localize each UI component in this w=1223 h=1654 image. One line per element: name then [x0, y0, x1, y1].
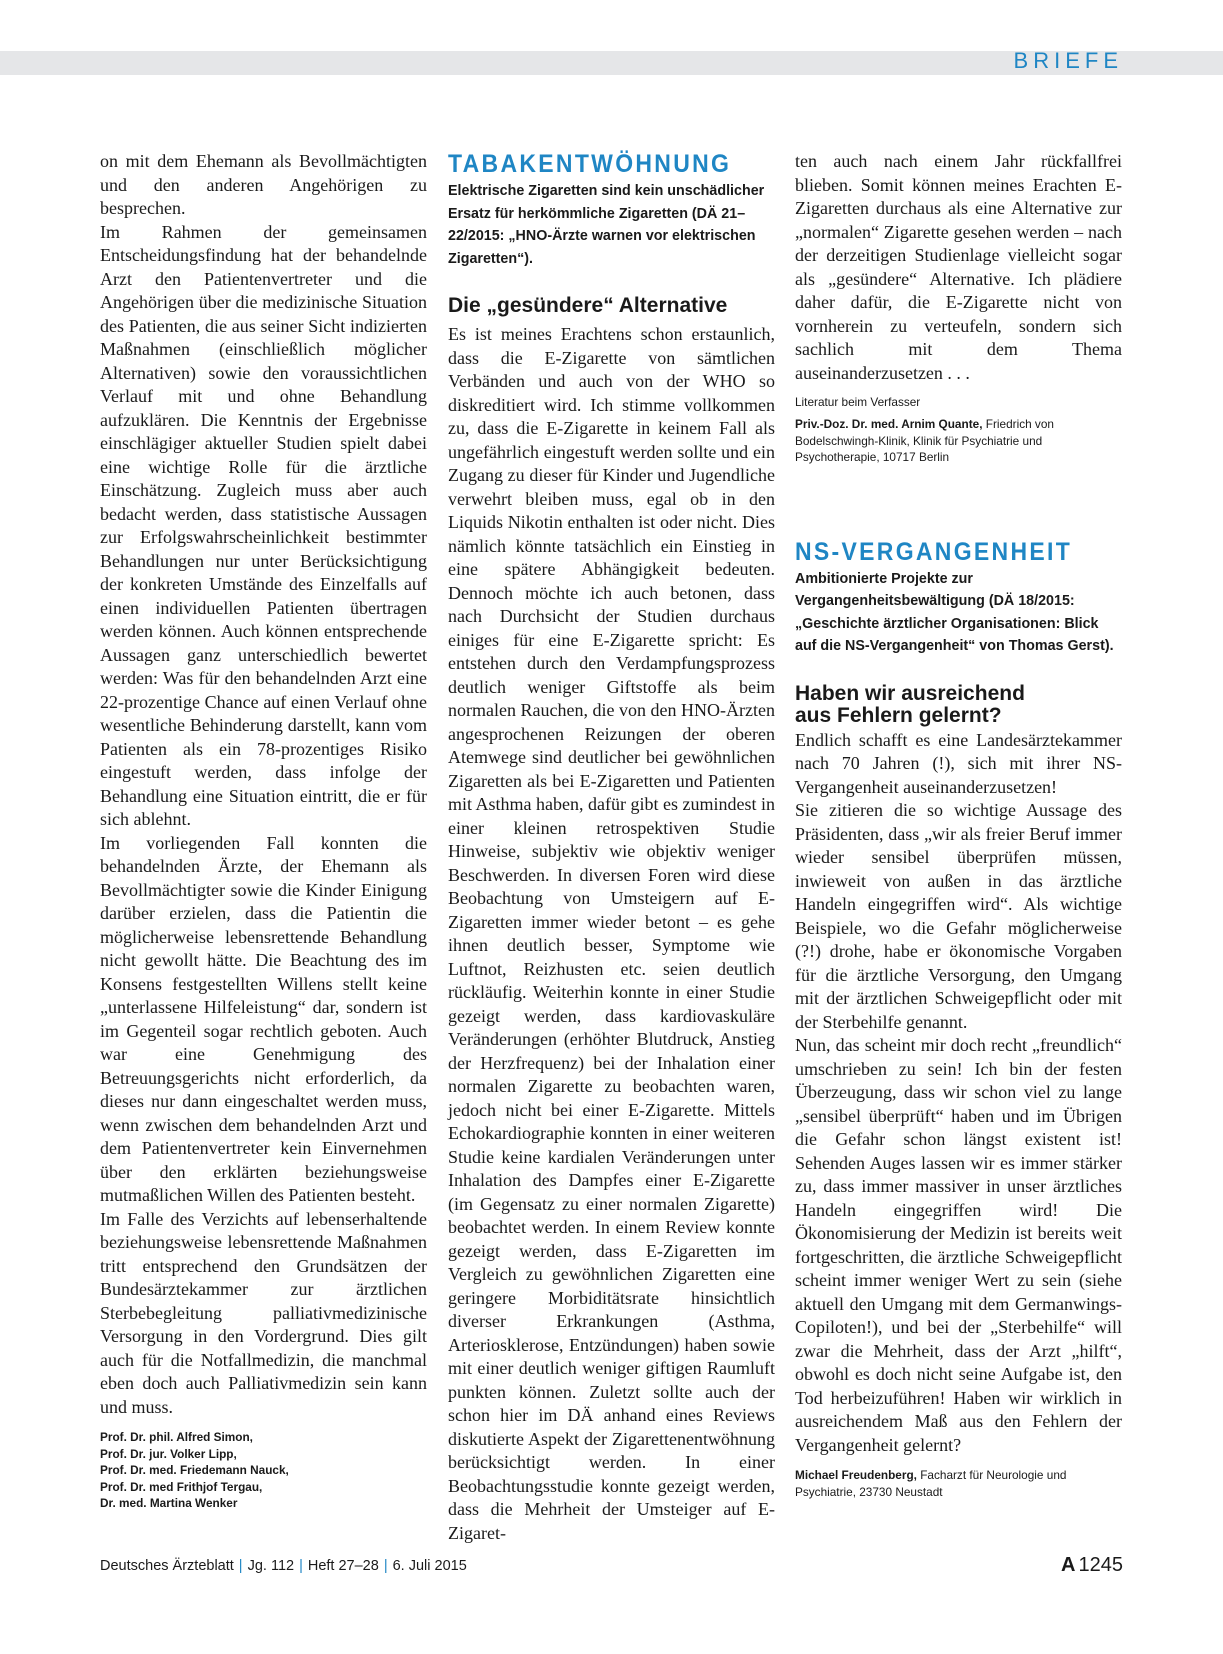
col1-paragraph: Im Falle des Verzichts auf lebenserhaltende beziehungsweise lebensrettende Maßnahmen tritt entsprechend den Grundsätzen der Bundesärztekammer zur ärztlichen Sterbebegleitung palliativmedizinische Versorgung in den Vordergrund. Dies gilt auch für die Notfallmedizin, die manchmal eben doch auch Palliativmedizin sein kann und muss.	[100, 1208, 427, 1417]
col3-body	[795, 729, 1122, 1458]
footer-separator: |	[238, 1558, 243, 1574]
footer-separator: |	[299, 1558, 303, 1574]
author-name: Prof. Dr. jur. Volker Lipp,	[100, 1446, 237, 1461]
column-1	[100, 150, 427, 1512]
col1-paragraph: Im vorliegenden Fall konnten die behandelnden Ärzte, der Ehemann als Bevollmächtigter sowie die Kinder Einigung darüber erzielen, dass die Patientin die möglicherweise lebensrettende Behandlung nicht gewollt hätte. Die Beachtung des im Konsens festgestellten Willens stellt keine „unterlassene Hilfeleistung“ dar, sondern ist im Gegenteil sogar rechtlich geboten. Auch war eine Genehmigung des Betreuungsgerichts nicht erforderlich, da dieses nur dann eingeschaltet werden muss, wenn zwischen dem behandelnden Arzt und dem Patientenvertreter kein Einvernehmen über den erklärten beziehungsweise mutmaßlichen Willen des Patienten besteht.	[100, 832, 427, 1205]
letter-headline: Die „gesündere“ Alternative	[448, 294, 728, 317]
signature-2	[795, 1467, 1122, 1500]
footer-separator: |	[383, 1558, 388, 1574]
author-name: Prof. Dr. phil. Alfred Simon,	[100, 1430, 253, 1444]
journal-date: 6. Juli 2015	[392, 1558, 467, 1574]
section-label: BRIEFE	[1013, 48, 1123, 73]
col2-body	[448, 323, 775, 1545]
column-3	[795, 150, 1122, 1500]
signature-affiliation: Friedrich von Bodelschwingh-Klinik, Klinik für Psychiatrie und Psychotherapie, 10717 Berlin	[795, 417, 1054, 464]
col3-paragraph: Sie zitieren die so wichtige Aussage des Präsidenten, dass „wir als freier Beruf immer wieder sensibel überprüfen müssen, inwieweit von außen in das ärztliche Handeln eingegriffen wird“. Als wichtige Beispiele, wo die Gefahr möglicherweise (?!) drohe, habe er ökonomische Vorgaben für die ärztliche Versorgung, den Umgang mit der ärztlichen Schweigepflicht oder mit der Sterbehilfe genannt.	[795, 800, 1122, 1032]
author-name: Prof. Dr. med. Friedemann Nauck,	[100, 1463, 289, 1477]
signature-affiliation: Facharzt für Neurologie und Psychiatrie, 23730 Neustadt	[795, 1468, 1067, 1499]
col3-paragraph: Nun, das scheint mir doch recht „freundlich“ umschrieben zu sein! Ich bin der festen Überzeugung, dass wir schon viel zu lange „sensibel überprüft“ haben und im Übrigen die Gefahr schon längst existent ist! Sehenden Auges lassen wir es immer stärker zu, dass immer massiver in unser ärztliches Handeln eingegriffen wird! Die Ökonomisierung der Medizin ist bereits weit fortgeschritten, die ärztliche Schweigepflicht scheint immer weniger Wert zu sein (siehe aktuell den Umgang mit dem Germanwings-Copiloten!), und bei der „Sterbehilfe“ will zwar die Mehrheit, dass der Arzt „hilft“, obwohl es doch nicht seine Aufgabe ist, den Tod herbeizuführen! Haben wir wirklich in ausreichendem Maß aus den Fehlern der Vergangenheit gelernt?	[795, 1035, 1122, 1455]
page-prefix: A	[1061, 1554, 1076, 1576]
col3-paragraph: Endlich schafft es eine Landesärztekammer nach 70 Jahren (!), sich mit ihrer NS-Vergangenheit auseinanderzusetzen!	[795, 729, 1122, 797]
author-name: Prof. Dr. med Frithjof Tergau,	[100, 1479, 263, 1494]
signature-name: Michael Freudenberg,	[795, 1468, 917, 1482]
col1-paragraph: Im Rahmen der gemeinsamen Entscheidungsfindung hat der behandelnde Arzt den Patientenvertreter und die Angehörigen über die medizinische Situation des Patienten, die aus seiner Sicht indizierten Maßnahmen (einschließlich möglicher Alternativen) sowie den voraussichtlichen Verlauf mit und ohne Behandlung aufzuklären. Die Kenntnis der Ergebnisse einschlägiger aktueller Studien spielt dabei eine wichtige Rolle für die ärztliche Einschätzung. Zugleich muss aber auch bedacht werden, dass statistische Aussagen zur Erfolgswahrscheinlichkeit bestimmter Behandlungen nur unter Berücksichtigung der konkreten Umstände des Einzelfalls auf einen individuellen Patienten übertragen werden können. Auch können entsprechende Aussagen ganz unterschiedlich bewertet werden: Was für den behandelnden Arzt eine 22-prozentige Chance auf einen Verlauf ohne wesentliche Behinderung darstellt, kann vom Patienten als ein 78-prozentiges Risiko eingestuft werden, dass infolge der Behandlung eine Situation eintritt, die er für sich ablehnt.	[100, 221, 427, 829]
page-value: 1245	[1078, 1554, 1123, 1576]
journal-name: Deutsches Ärzteblatt	[100, 1558, 234, 1574]
author-list	[100, 1429, 427, 1512]
column-2	[448, 150, 775, 1545]
journal-issue: Heft 27–28	[307, 1558, 379, 1574]
article-lead: Elektrische Zigaretten sind kein unschädlicher Ersatz für herkömmliche Zigaretten (DÄ 21–22/2015: „HNO-Ärzte warnen vor elektrischen Zigaretten“).	[448, 183, 765, 267]
col3-paragraph: ten auch nach einem Jahr rückfallfrei blieben. Somit können meines Erachten E-Zigaretten durchaus als eine Alternative zur „normalen“ Zigarette gesehen werden – nach der derzeitigen Studienlage vielleicht sogar als „gesündere“ Alternative. Ich plädiere daher dafür, die E-Zigarette nicht von vornherein zu verteufeln, sondern sich sachlich mit dem Thema auseinanderzusetzen . . .	[795, 151, 1122, 383]
section-kicker: NS-VERGANGENHEIT	[795, 537, 1073, 566]
literature-note: Literatur beim Verfasser	[795, 395, 921, 409]
signature-1	[795, 416, 1122, 466]
footer-citation	[100, 1558, 467, 1574]
signature-name: Priv.-Doz. Dr. med. Arnim Quante,	[795, 417, 983, 431]
journal-volume: Jg. 112	[247, 1558, 295, 1574]
col2-paragraph: Es ist meines Erachtens schon erstaunlich, dass die E-Zigarette von sämtlichen Verbänden und auch von der WHO so diskreditiert wird. Ich stimme vollkommen zu, dass die E-Zigarette in keinem Fall als ungefährlich eingestuft werden sollte und ein Zugang zu dieser für Kinder und Jugendliche verwehrt bleiben muss, egal ob in den Liquids Nikotin enthalten ist oder nicht. Dies nämlich könnte tatsächlich ein Einstieg in eine spätere Abhängigkeit bedeuten. Dennoch möchte ich auch betonen, dass nach Durchsicht der Studien durchaus einiges für eine E-Zigarette spricht: Es entstehen durch den Verdampfungsprozess deutlich weniger Giftstoffe als beim normalen Rauchen, die von den HNO-Ärzten angesprochenen Reizungen der oberen Atemwege sind deutlicher bei gewöhnlichen Zigaretten als bei E-Zigaretten und Patienten mit Asthma haben, dafür gibt es zumindest in einer kleinen retrospektiven Studie Hinweise, subjektiv wie objektiv weniger Beschwerden. In diversen Foren wird diese Beobachtung von Umsteigern auf E-Zigaretten immer wieder betont – es gehe ihnen deutlich besser, Symptome wie Luftnot, Reizhusten etc. seien deutlich rückläufig. Weiterhin konnte in einer Studie gezeigt werden, dass kardiovaskuläre Veränderungen (erhöhter Blutdruck, Anstieg der Herzfrequenz) bei der Inhalation einer normalen Zigarette zu beobachten waren, jedoch nicht bei einer E-Zigarette. Mittels Echokardiographie konnten in einer weiteren Studie keine kardialen Veränderungen unter Inhalation des Dampfes einer E-Zigarette (im Gegensatz zu einer normalen Zigarette) beobachtet werden. In einem Review konnte gezeigt werden, dass E-Zigaretten im Vergleich zu gewöhnlichen Zigaretten eine geringere Morbiditätsrate hinsichtlich diverser Erkrankungen (Asthma, Arteriosklerose, Entzündungen) haben sowie mit einer deutlich weniger giftigen Raumluft punkten können. Zuletzt sollte auch der schon hier im DÄ anhand eines Reviews diskutierte Aspekt der Zigarettenentwöhnung berücksichtigt werden. In einer Beobachtungsstudie konnte gezeigt werden, dass die Mehrheit der Umsteiger auf E-Zigaret-	[448, 324, 775, 1543]
author-name: Dr. med. Martina Wenker	[100, 1496, 238, 1510]
section-kicker: TABAKENTWÖHNUNG	[448, 150, 732, 178]
page-number	[1061, 1554, 1123, 1577]
col1-body	[100, 150, 427, 1419]
article-lead: Ambitionierte Projekte zur Vergangenheitsbewältigung (DÄ 18/2015: „Geschichte ärztlicher Organisationen: Blick auf die NS-Vergangenheit“ von Thomas Gerst).	[795, 570, 1114, 654]
headline-line: aus Fehlern gelernt?	[795, 703, 1002, 727]
letter-headline	[795, 683, 1122, 727]
headline-line: Haben wir ausreichend	[795, 681, 1025, 705]
col3-body-top	[795, 150, 1122, 385]
col1-paragraph: on mit dem Ehemann als Bevollmächtigten und den anderen Angehörigen zu besprechen.	[100, 151, 427, 218]
